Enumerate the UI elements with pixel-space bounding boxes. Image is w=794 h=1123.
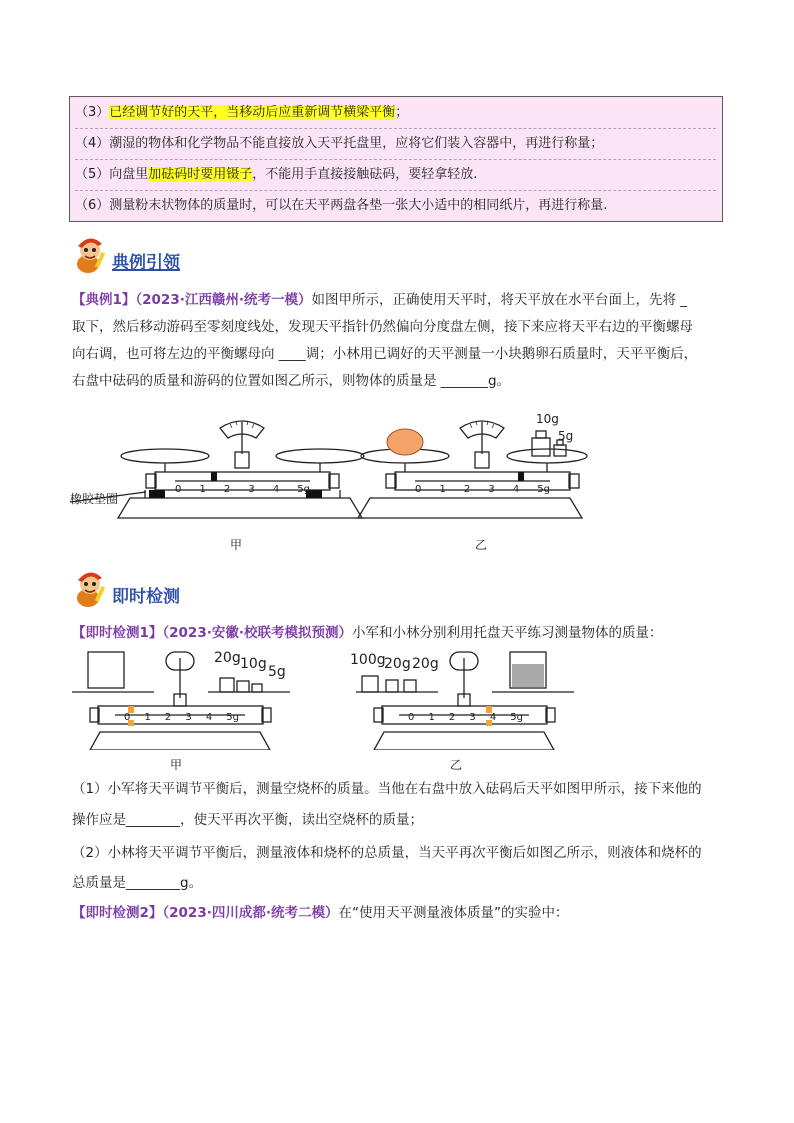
example-text: 如图甲所示，正确使用天平时，将天平放在水平台面上，先将 _ bbox=[311, 292, 688, 308]
tick-label: 0 bbox=[175, 484, 182, 495]
scale-ticks-b bbox=[408, 712, 523, 723]
tick-label: 0 bbox=[124, 712, 131, 723]
weight-label: 100g bbox=[350, 652, 386, 668]
balance-diagram bbox=[70, 648, 590, 750]
rule-text: ，不能用手直接接触砝码，要轻拿轻放. bbox=[252, 167, 478, 182]
tick-label: 1 bbox=[428, 712, 435, 723]
rule-text: （5）向盘里 bbox=[75, 167, 149, 182]
scale-ticks-a bbox=[175, 484, 310, 495]
rule-text: （6）测量粉末状物体的质量时，可以在天平两盘各垫一张大小适中的相同纸片，再进行称量. bbox=[75, 198, 608, 213]
tick-label: 4 bbox=[512, 484, 520, 495]
rubber-pad-label: 橡胶垫圈 bbox=[70, 492, 119, 506]
tick-label: 1 bbox=[439, 484, 446, 495]
example-text: 向右调，也可将左边的平衡螺母向 ____调；小林用已调好的天平测量一小块鹅卵石质量时，天平平衡后， bbox=[72, 346, 698, 362]
figure-caption: 乙 bbox=[475, 538, 488, 552]
figure-balances-2 bbox=[70, 648, 590, 776]
section-title: 即时检测 bbox=[112, 587, 180, 607]
balance-diagram bbox=[70, 412, 590, 532]
tick-label: 2 bbox=[223, 484, 231, 495]
tick-label: 5g bbox=[510, 712, 523, 723]
quick-check-1-line bbox=[72, 870, 728, 897]
tick-label: 0 bbox=[415, 484, 422, 495]
weight-label: 20g bbox=[384, 656, 411, 672]
weight-label: 5g bbox=[558, 429, 574, 443]
weight-label: 5g bbox=[268, 664, 286, 680]
tick-label: 5g bbox=[537, 484, 550, 495]
tick-label: 2 bbox=[463, 484, 471, 495]
section-title: 典例引领 bbox=[112, 253, 180, 273]
question-text: （2）小林将天平调节平衡后，测量液体和烧杯的总质量，当天平再次平衡后如图乙所示，则液体和烧杯的 bbox=[72, 845, 702, 861]
tick-label: 5g bbox=[226, 712, 239, 723]
question-text: 总质量是________g。 bbox=[72, 875, 203, 891]
tick-label: 1 bbox=[199, 484, 206, 495]
rule-item bbox=[75, 159, 716, 191]
tick-label: 3 bbox=[488, 484, 495, 495]
example-1-line bbox=[72, 287, 728, 314]
mascot-icon bbox=[72, 568, 110, 608]
weight-label: 20g bbox=[214, 650, 241, 666]
scale-ticks-a bbox=[124, 712, 239, 723]
tick-label: 0 bbox=[408, 712, 415, 723]
tick-label: 4 bbox=[489, 712, 497, 723]
tick-label: 1 bbox=[144, 712, 151, 723]
question-tag: 【即时检测1】（2023·安徽·校联考模拟预测） bbox=[72, 625, 352, 641]
rule-highlight: 已经调节好的天平，当移动后应重新调节横梁平衡 bbox=[109, 105, 396, 120]
rule-item bbox=[75, 190, 716, 221]
example-1-line bbox=[72, 341, 728, 368]
quick-check-1-line bbox=[72, 807, 728, 834]
scale-ticks-b bbox=[415, 484, 550, 495]
tick-label: 4 bbox=[205, 712, 213, 723]
question-tag: 【即时检测2】（2023·四川成都·统考二模） bbox=[72, 905, 339, 921]
rule-text: （4）潮湿的物体和化学物品不能直接放入天平托盘里，应将它们装入容器中，再进行称量； bbox=[75, 136, 604, 151]
tick-label: 2 bbox=[448, 712, 456, 723]
rule-item bbox=[75, 97, 716, 129]
tick-label: 3 bbox=[469, 712, 476, 723]
weight-label: 10g bbox=[536, 412, 559, 426]
tick-label: 2 bbox=[164, 712, 172, 723]
example-tag: 【典例1】（2023·江西赣州·统考一模） bbox=[72, 292, 312, 308]
weight-label: 10g bbox=[240, 656, 267, 672]
figure-caption: 乙 bbox=[450, 758, 463, 772]
tick-label: 3 bbox=[185, 712, 192, 723]
tick-label: 3 bbox=[248, 484, 255, 495]
figure-balances-1 bbox=[70, 412, 590, 562]
question-text: 在“使用天平测量液体质量”的实验中： bbox=[338, 905, 569, 921]
quick-check-1-line bbox=[72, 776, 728, 803]
example-1-line bbox=[72, 314, 728, 341]
example-text: 右盘中砝码的质量和游码的位置如图乙所示，则物体的质量是 _______g。 bbox=[72, 373, 511, 389]
question-text: 小军和小林分别利用托盘天平练习测量物体的质量： bbox=[351, 625, 663, 641]
tick-label: 4 bbox=[272, 484, 280, 495]
rules-box bbox=[69, 96, 723, 222]
figure-caption: 甲 bbox=[230, 538, 243, 552]
rule-text: （3） bbox=[75, 105, 110, 120]
quick-check-1-line bbox=[72, 620, 728, 647]
rule-item bbox=[75, 128, 716, 160]
rule-text: ； bbox=[395, 105, 409, 120]
example-text: 取下，然后移动游码至零刻度线处，发现天平指针仍然偏向分度盘左侧，接下来应将天平右边的平衡螺母 bbox=[72, 319, 693, 335]
mascot-icon bbox=[72, 234, 110, 274]
example-1-line bbox=[72, 368, 728, 395]
rule-highlight: 加砝码时要用镊子 bbox=[148, 167, 253, 182]
tick-label: 5g bbox=[297, 484, 310, 495]
question-text: （1）小军将天平调节平衡后，测量空烧杯的质量。当他在右盘中放入砝码后天平如图甲所示，接下来他的 bbox=[72, 781, 702, 797]
weight-label: 20g bbox=[412, 656, 439, 672]
quick-check-2-line bbox=[72, 900, 728, 927]
figure-caption: 甲 bbox=[170, 758, 183, 772]
question-text: 操作应是________，使天平再次平衡，读出空烧杯的质量； bbox=[72, 812, 423, 828]
quick-check-1-line bbox=[72, 840, 728, 867]
